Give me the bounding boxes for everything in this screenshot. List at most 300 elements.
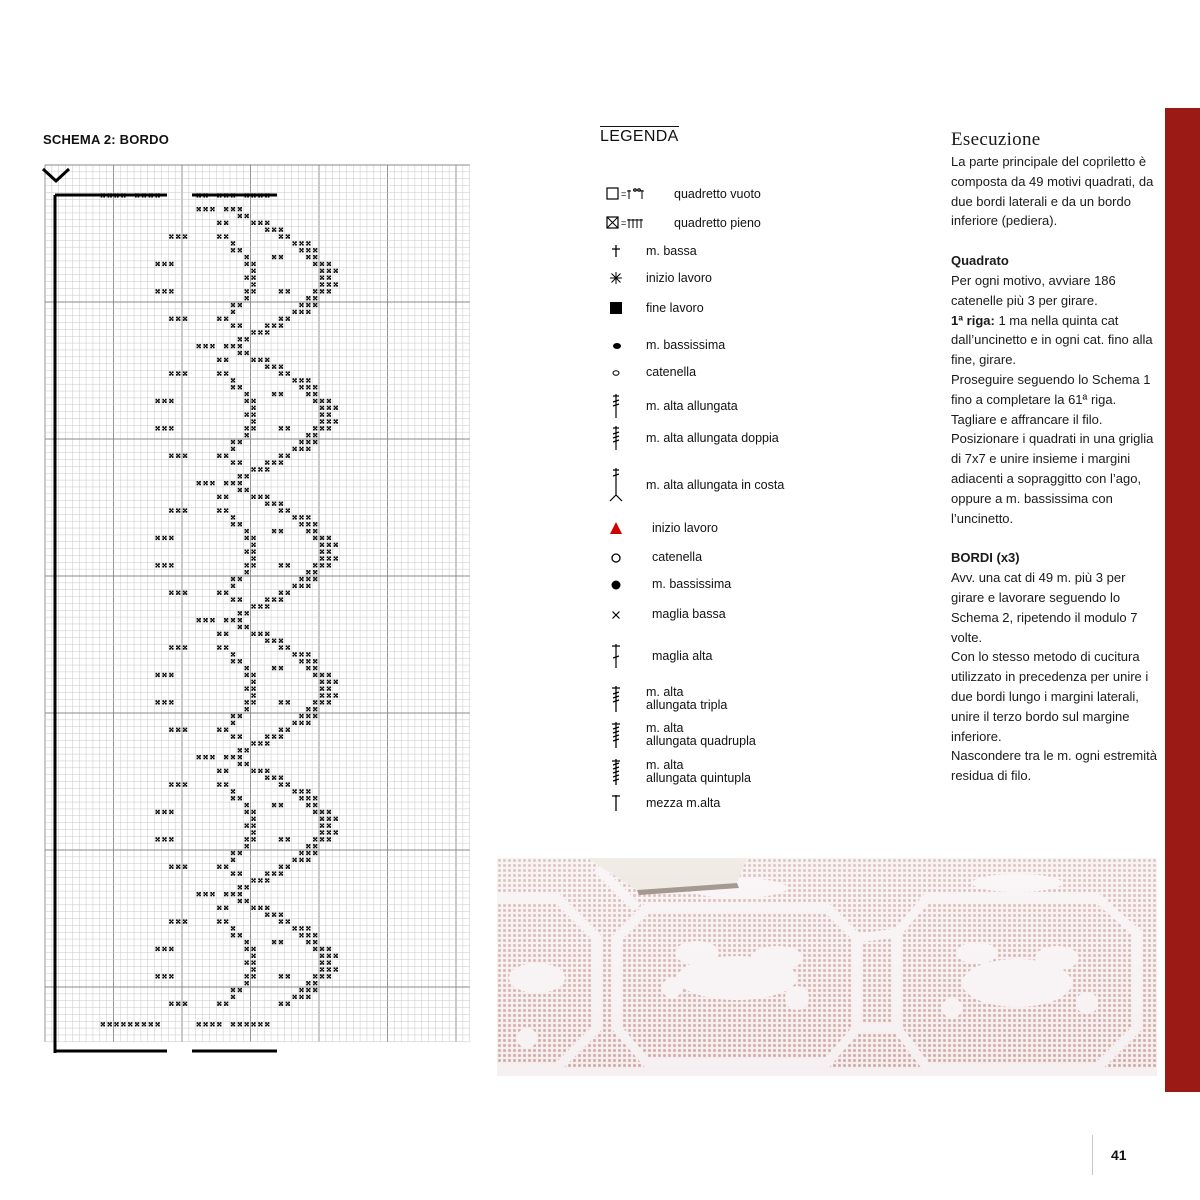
filled-cell xyxy=(169,454,173,458)
filled-cell xyxy=(197,481,201,485)
filled-cell xyxy=(251,961,255,965)
open-oval-icon xyxy=(606,364,646,380)
filled-cell xyxy=(245,885,249,889)
filled-cell xyxy=(245,433,249,437)
filled-cell xyxy=(231,892,235,896)
legend-item xyxy=(606,793,720,813)
filled-cell xyxy=(162,947,166,951)
filled-cell xyxy=(313,714,317,718)
chart-title: SCHEMA 2: BORDO xyxy=(43,132,170,147)
filled-cell xyxy=(238,611,242,615)
filled-cell xyxy=(101,1022,105,1026)
filled-cell xyxy=(251,693,255,697)
filled-cell xyxy=(251,269,255,273)
legend-item xyxy=(606,721,756,749)
filled-cell xyxy=(169,536,173,540)
filled-cell xyxy=(251,426,255,430)
filled-cell xyxy=(258,906,262,910)
filled-cell xyxy=(245,276,249,280)
filled-cell xyxy=(265,639,269,643)
filled-cell xyxy=(265,323,269,327)
filled-cell xyxy=(149,1022,153,1026)
legend-item xyxy=(606,685,727,713)
filled-cell xyxy=(299,515,303,519)
filled-cell xyxy=(231,714,235,718)
filled-cell xyxy=(245,529,249,533)
filled-cell xyxy=(279,508,283,512)
filled-cell xyxy=(210,618,214,622)
filled-cell xyxy=(258,330,262,334)
filled-cell xyxy=(299,988,303,992)
filled-cell xyxy=(197,892,201,896)
filled-cell xyxy=(217,358,221,362)
filled-cell xyxy=(169,974,173,978)
filled-cell xyxy=(320,413,324,417)
filled-cell xyxy=(210,755,214,759)
legend-label: catenella xyxy=(652,549,703,564)
filled-cell xyxy=(272,323,276,327)
filled-cell xyxy=(245,837,249,841)
filled-cell xyxy=(293,378,297,382)
filled-cell xyxy=(265,365,269,369)
filled-cell xyxy=(299,789,303,793)
filled-cell xyxy=(265,871,269,875)
filled-cell xyxy=(258,495,262,499)
filled-cell xyxy=(279,228,283,232)
filled-cell xyxy=(279,803,283,807)
filled-cell xyxy=(334,556,338,560)
filled-cell xyxy=(320,426,324,430)
filled-cell xyxy=(327,961,331,965)
legend-label: inizio lavoro xyxy=(652,520,719,535)
filled-cell xyxy=(299,714,303,718)
filled-cell xyxy=(245,666,249,670)
row-text: 1 ma nella quinta cat dall’uncinetto e in ogni cat. fino alla fine, girare. xyxy=(951,312,1153,368)
filled-cell xyxy=(251,974,255,978)
filled-cell xyxy=(210,1022,214,1026)
filled-cell xyxy=(279,323,283,327)
filled-cell xyxy=(231,851,235,855)
legend-item xyxy=(606,549,702,565)
treble-3-icon xyxy=(606,685,646,713)
filled-cell xyxy=(265,502,269,506)
filled-cell xyxy=(135,1022,139,1026)
filled-cell xyxy=(245,1022,249,1026)
svg-text:=: = xyxy=(621,189,627,199)
filled-cell xyxy=(162,700,166,704)
filled-cell xyxy=(313,796,317,800)
filled-cell xyxy=(183,865,187,869)
filled-cell xyxy=(258,604,262,608)
filled-cell xyxy=(327,810,331,814)
filled-cell xyxy=(306,378,310,382)
filled-cell xyxy=(306,440,310,444)
filled-cell xyxy=(279,639,283,643)
filled-cell xyxy=(245,426,249,430)
filled-cell xyxy=(327,700,331,704)
filled-cell xyxy=(197,1022,201,1026)
filled-cell xyxy=(265,632,269,636)
filled-cell xyxy=(279,317,283,321)
filled-cell xyxy=(313,659,317,663)
filled-cell xyxy=(286,454,290,458)
legend-item xyxy=(606,300,704,316)
filled-cell xyxy=(306,666,310,670)
filled-cell xyxy=(231,378,235,382)
legend-label: quadretto vuoto xyxy=(674,186,761,201)
filled-cell xyxy=(156,974,160,978)
filled-cell xyxy=(313,844,317,848)
filled-cell xyxy=(306,652,310,656)
filled-cell xyxy=(210,481,214,485)
filled-cell xyxy=(169,1002,173,1006)
filled-cell xyxy=(279,776,283,780)
filled-cell xyxy=(334,967,338,971)
filled-cell xyxy=(279,591,283,595)
filled-cell xyxy=(306,577,310,581)
filled-cell xyxy=(197,618,201,622)
filled-cell xyxy=(238,440,242,444)
filled-cell xyxy=(156,673,160,677)
filled-cell xyxy=(238,488,242,492)
filled-cell xyxy=(320,700,324,704)
filled-cell xyxy=(183,508,187,512)
filled-cell xyxy=(251,543,255,547)
filled-cell xyxy=(320,837,324,841)
filled-cell xyxy=(279,865,283,869)
filled-cell xyxy=(251,878,255,882)
borders-text-2: Con lo stesso metodo di cucitura utilizzato in precedenza per unire i due bordi lungo i margini laterali, unire il terzo bordo sul margine inferiore. xyxy=(951,649,1149,744)
filled-cell xyxy=(231,447,235,451)
filled-cell xyxy=(306,789,310,793)
filled-cell xyxy=(299,241,303,245)
filled-cell xyxy=(245,296,249,300)
filled-cell xyxy=(224,591,228,595)
filled-cell xyxy=(299,378,303,382)
filled-cell xyxy=(231,995,235,999)
legend-label: mezza m.alta xyxy=(646,795,721,810)
filled-cell xyxy=(251,550,255,554)
filled-cell xyxy=(251,680,255,684)
filled-cell xyxy=(313,988,317,992)
filled-cell xyxy=(293,995,297,999)
legend-item xyxy=(606,243,697,259)
filled-cell xyxy=(251,556,255,560)
filled-cell xyxy=(327,282,331,286)
filled-cell xyxy=(320,556,324,560)
filled-cell xyxy=(156,426,160,430)
lace-photo-image xyxy=(497,858,1157,1076)
legend-label: m. alta allungata tripla xyxy=(646,685,728,712)
filled-cell xyxy=(279,460,283,464)
filled-cell xyxy=(231,248,235,252)
filled-cell xyxy=(327,543,331,547)
filled-cell xyxy=(286,426,290,430)
filled-cell xyxy=(327,673,331,677)
filled-cell xyxy=(238,625,242,629)
filled-cell xyxy=(258,741,262,745)
filled-cell xyxy=(334,693,338,697)
filled-cell xyxy=(258,221,262,225)
filled-cell xyxy=(306,303,310,307)
filled-cell xyxy=(272,255,276,259)
filled-cell xyxy=(286,289,290,293)
filled-cell xyxy=(251,1022,255,1026)
filled-cell xyxy=(245,844,249,848)
filled-cell xyxy=(265,906,269,910)
filled-cell xyxy=(238,481,242,485)
treble-icon xyxy=(606,643,652,669)
filled-cell xyxy=(327,419,331,423)
legend-item xyxy=(606,425,779,451)
filled-cell xyxy=(286,865,290,869)
legend-label: m. bassa xyxy=(646,243,697,258)
filled-cell xyxy=(279,234,283,238)
triple-treble-icon xyxy=(606,425,646,451)
filled-cell xyxy=(251,276,255,280)
filled-cell xyxy=(176,728,180,732)
square-heading: Quadrato xyxy=(951,253,1009,269)
legend-item xyxy=(606,576,731,592)
filled-cell xyxy=(313,940,317,944)
filled-cell xyxy=(224,632,228,636)
filled-cell xyxy=(313,399,317,403)
filled-cell xyxy=(293,926,297,930)
legend-label: fine lavoro xyxy=(646,300,704,315)
filled-cell xyxy=(224,755,228,759)
filled-cell xyxy=(245,337,249,341)
filled-cell xyxy=(320,289,324,293)
filled-cell xyxy=(251,604,255,608)
filled-cell xyxy=(238,618,242,622)
filled-cell xyxy=(286,837,290,841)
filled-cell xyxy=(142,1022,146,1026)
filled-cell xyxy=(306,714,310,718)
filled-cell xyxy=(162,426,166,430)
filled-cell xyxy=(293,241,297,245)
borders-text-1: Avv. una cat di 49 m. più 3 per girare e lavorare seguendo lo Schema 2, ripetendo il modulo 7 volte. xyxy=(951,570,1138,645)
filled-cell xyxy=(238,1022,242,1026)
filled-cell xyxy=(169,371,173,375)
filled-cell xyxy=(265,467,269,471)
filled-cell xyxy=(245,687,249,691)
double-treble-icon xyxy=(606,393,646,419)
filled-cell xyxy=(203,1022,207,1026)
legend-label: m. alta allungata quintupla xyxy=(646,758,751,785)
filled-cell xyxy=(156,289,160,293)
filled-cell xyxy=(231,721,235,725)
filled-cell xyxy=(238,597,242,601)
filled-cell xyxy=(231,460,235,464)
filled-cell xyxy=(272,734,276,738)
filled-cell xyxy=(245,947,249,951)
legend-label: maglia alta xyxy=(652,648,713,663)
filled-cell xyxy=(156,563,160,567)
filled-cell xyxy=(251,769,255,773)
filled-cell xyxy=(327,680,331,684)
filled-cell xyxy=(279,919,283,923)
filled-cell xyxy=(238,734,242,738)
filled-cell xyxy=(272,529,276,533)
filled-cell xyxy=(224,1002,228,1006)
filled-cell xyxy=(306,940,310,944)
filled-cell xyxy=(286,728,290,732)
filled-cell xyxy=(299,248,303,252)
filled-cell xyxy=(306,447,310,451)
filled-cell xyxy=(334,419,338,423)
filled-cell xyxy=(313,666,317,670)
filled-cell xyxy=(231,796,235,800)
filled-cell xyxy=(334,680,338,684)
filled-cell xyxy=(231,933,235,937)
filled-cell xyxy=(313,570,317,574)
filled-cell xyxy=(176,1002,180,1006)
filled-cell xyxy=(327,399,331,403)
svg-text:=: = xyxy=(621,218,627,228)
filled-cell xyxy=(231,988,235,992)
filled-cell xyxy=(279,666,283,670)
filled-cell xyxy=(258,769,262,773)
filled-cell xyxy=(245,413,249,417)
filled-cell xyxy=(251,954,255,958)
filled-cell xyxy=(299,303,303,307)
filled-cell xyxy=(251,358,255,362)
filled-cell xyxy=(238,385,242,389)
filled-cell xyxy=(245,255,249,259)
filled-cell xyxy=(183,454,187,458)
filled-cell xyxy=(231,385,235,389)
filled-cell xyxy=(313,248,317,252)
filled-cell xyxy=(162,289,166,293)
legend-item xyxy=(606,270,712,286)
filled-cell xyxy=(279,871,283,875)
filled-cell xyxy=(286,317,290,321)
filled-cell xyxy=(272,940,276,944)
filled-cell xyxy=(265,1022,269,1026)
filled-cell xyxy=(293,789,297,793)
filled-cell xyxy=(320,282,324,286)
filled-cell xyxy=(251,947,255,951)
filled-cell xyxy=(251,330,255,334)
filled-cell xyxy=(320,563,324,567)
filled-cell xyxy=(251,289,255,293)
filled-cell xyxy=(176,371,180,375)
filled-cell xyxy=(306,522,310,526)
filled-cell xyxy=(231,310,235,314)
filled-cell xyxy=(231,858,235,862)
filled-cell xyxy=(162,399,166,403)
filled-cell xyxy=(217,919,221,923)
filled-cell xyxy=(217,728,221,732)
filled-cell xyxy=(299,851,303,855)
filled-cell xyxy=(251,221,255,225)
filled-cell xyxy=(258,878,262,882)
filled-cell xyxy=(293,447,297,451)
filled-cell xyxy=(327,556,331,560)
filled-cell xyxy=(313,522,317,526)
filled-cell xyxy=(320,550,324,554)
filled-cell xyxy=(293,652,297,656)
filled-cell xyxy=(265,358,269,362)
filled-cell xyxy=(286,371,290,375)
legend-label: m. alta allungata xyxy=(646,398,738,413)
filled-cell xyxy=(251,824,255,828)
filled-cell xyxy=(313,933,317,937)
filled-cell xyxy=(169,728,173,732)
filled-cell xyxy=(327,269,331,273)
filled-cell xyxy=(320,687,324,691)
filled-cell xyxy=(279,365,283,369)
filled-cell xyxy=(299,447,303,451)
post-stitch-icon xyxy=(606,467,646,503)
filled-cell xyxy=(245,550,249,554)
filled-cell xyxy=(238,337,242,341)
filled-cell xyxy=(224,906,228,910)
filled-cell xyxy=(313,262,317,266)
filled-cell xyxy=(279,940,283,944)
filled-cell xyxy=(313,440,317,444)
filled-cell xyxy=(169,837,173,841)
filled-cell xyxy=(251,687,255,691)
filled-cell xyxy=(210,892,214,896)
legend-item xyxy=(606,337,725,353)
filled-cell xyxy=(224,317,228,321)
filled-cell xyxy=(334,406,338,410)
filled-cell xyxy=(169,810,173,814)
filled-cell xyxy=(299,440,303,444)
filled-cell xyxy=(224,454,228,458)
filled-cell xyxy=(299,721,303,725)
filled-cell xyxy=(279,728,283,732)
filled-cell xyxy=(306,433,310,437)
filled-cell xyxy=(279,837,283,841)
filled-cell xyxy=(313,700,317,704)
filled-cell xyxy=(245,536,249,540)
filled-cell xyxy=(231,871,235,875)
filled-cell xyxy=(176,234,180,238)
filled-cell xyxy=(299,659,303,663)
filled-cell xyxy=(286,1002,290,1006)
filled-cell xyxy=(320,406,324,410)
filled-cell xyxy=(176,865,180,869)
filled-cell xyxy=(251,399,255,403)
filled-cell xyxy=(251,536,255,540)
filled-cell xyxy=(327,817,331,821)
filled-cell xyxy=(265,769,269,773)
filled-cell xyxy=(320,543,324,547)
filled-cell xyxy=(320,399,324,403)
filled-cell xyxy=(299,652,303,656)
filled-cell xyxy=(306,241,310,245)
filled-cell xyxy=(238,871,242,875)
filled-cell xyxy=(203,344,207,348)
filled-cell xyxy=(279,454,283,458)
filled-cell xyxy=(224,728,228,732)
instructions-column xyxy=(951,128,1161,786)
filled-cell xyxy=(293,515,297,519)
filled-cell xyxy=(224,358,228,362)
filled-cell xyxy=(224,508,228,512)
filled-cell xyxy=(162,974,166,978)
filled-cell xyxy=(245,289,249,293)
filled-cell xyxy=(306,529,310,533)
filled-cell xyxy=(169,234,173,238)
filled-cell xyxy=(156,536,160,540)
filled-cell xyxy=(327,974,331,978)
filled-cell xyxy=(224,207,228,211)
filled-cell xyxy=(162,810,166,814)
filled-cell xyxy=(313,426,317,430)
